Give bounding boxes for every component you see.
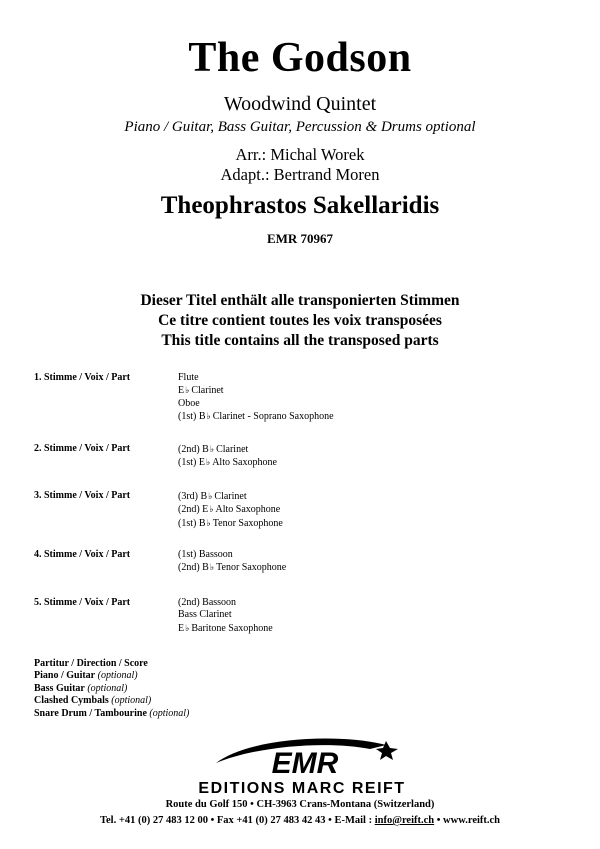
instrument-line: E♭ Clarinet xyxy=(178,385,224,397)
flat-sign-icon: ♭ xyxy=(185,385,190,396)
instrument-line: (2nd) Bassoon xyxy=(178,597,237,608)
part-label: 1. Stimme / Voix / Part xyxy=(34,372,131,383)
flat-sign-icon: ♭ xyxy=(206,517,211,528)
publisher-contact: Tel. +41 (0) 27 483 12 00 • Fax +41 (0) 27 483 42 43 • E-Mail : info@reift.ch • www.reift.ch xyxy=(99,815,501,826)
instrument-line: Flute xyxy=(178,372,199,383)
flat-sign-icon: ♭ xyxy=(209,504,214,515)
flat-sign-icon: ♭ xyxy=(209,444,215,454)
notice-english: This title contains all the transposed parts xyxy=(161,332,439,349)
instrument-line: Bass Clarinet xyxy=(178,609,232,621)
part-instruments xyxy=(178,372,334,424)
instrument-line: (3rd) B♭ Clarinet xyxy=(178,491,247,502)
instrument-line: (1st) E♭ Alto Saxophone xyxy=(178,457,277,469)
flat-sign-icon: ♭ xyxy=(206,411,211,422)
extra-parts-list xyxy=(34,658,189,720)
extra-clashed-cymbals: Clashed Cymbals (optional) xyxy=(34,695,152,707)
extra-snare-drum: Snare Drum / Tambourine (optional) xyxy=(34,707,190,719)
part-instruments xyxy=(178,443,277,470)
extra-piano-guitar: Piano / Guitar (optional) xyxy=(34,670,138,682)
instrument-line: (2nd) B♭ Clarinet xyxy=(178,444,249,455)
extra-bass-guitar: Bass Guitar (optional) xyxy=(34,682,128,694)
part-instruments xyxy=(178,490,283,530)
title: The Godson xyxy=(188,35,412,81)
instrumentation-line: Piano / Guitar, Bass Guitar, Percussion & Drums optional xyxy=(124,119,476,135)
part-label: 5. Stimme / Voix / Part xyxy=(34,597,131,608)
part-instruments xyxy=(178,549,286,575)
instrument-line: (2nd) B♭ Tenor Saxophone xyxy=(178,562,287,574)
instrument-line: E♭ Baritone Saxophone xyxy=(178,622,273,634)
flat-sign-icon: ♭ xyxy=(185,622,190,633)
part-label: 2. Stimme / Voix / Part xyxy=(34,443,131,454)
logo-emr-text: EMR xyxy=(271,747,339,780)
instrument-line: (2nd) E♭ Alto Saxophone xyxy=(178,504,281,516)
subtitle: Woodwind Quintet xyxy=(223,93,377,115)
emr-logo xyxy=(190,737,414,797)
arranger: Arr.: Michal Worek xyxy=(235,145,365,164)
flat-sign-icon: ♭ xyxy=(208,491,213,501)
logo-publisher-name: EDITIONS MARC REIFT xyxy=(198,780,406,797)
part-instruments xyxy=(178,597,273,635)
adapter: Adapt.: Bertrand Moren xyxy=(220,165,380,184)
instrument-line: (1st) B♭ Clarinet - Soprano Saxophone xyxy=(178,411,334,423)
part-label: 4. Stimme / Voix / Part xyxy=(34,549,131,560)
composer: Theophrastos Sakellaridis xyxy=(160,192,440,219)
flat-sign-icon: ♭ xyxy=(205,457,211,468)
catalog-number: EMR 70967 xyxy=(266,231,334,246)
instrument-line: (1st) B♭ Tenor Saxophone xyxy=(178,517,283,529)
part-label: 3. Stimme / Voix / Part xyxy=(34,490,131,501)
extra-score: Partitur / Direction / Score xyxy=(34,658,148,669)
instrument-line: (1st) Bassoon xyxy=(178,549,233,560)
flat-sign-icon: ♭ xyxy=(209,562,215,573)
notice-french: Ce titre contient toutes les voix transposées xyxy=(158,312,442,329)
notice-german: Dieser Titel enthält alle transponierten Stimmen xyxy=(140,292,460,309)
instrument-line: Oboe xyxy=(178,397,200,409)
email-link[interactable]: info@reift.ch xyxy=(374,815,435,826)
publisher-address: Route du Golf 150 • CH-3963 Crans-Montana (Switzerland) xyxy=(165,799,435,810)
